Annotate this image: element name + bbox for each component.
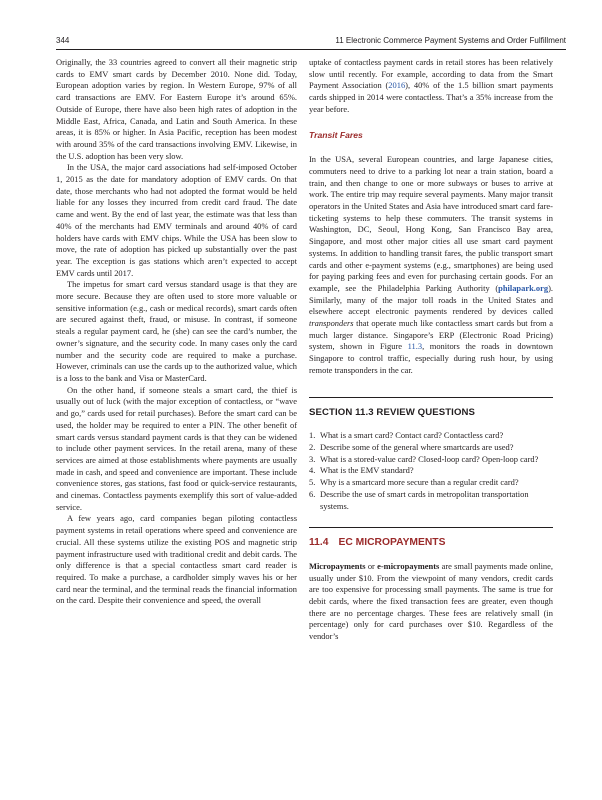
paragraph: Originally, the 33 countries agreed to convert all their magnetic strip cards to EMV smart cards by December 2010. None did. Today, European adoption varies by region. In Western Europe, 97% of all card transactions are EMV. For Eastern Europe it’s around 65%. Outside of Europe, there have also been high rates of adoption in the Middle East, Africa, Canada, and Latin and South America. In these areas, it is 85% or higher. In Asia Pacific, reception has been modest with around 35% of the card transactions involving EMV. Likewise, in the U.S. adoption has been very slow. <box>56 57 297 161</box>
philapark-link[interactable]: philapark.org <box>498 282 549 293</box>
paragraph: In the USA, the major card associations had self-imposed October 1, 2015 as the date for mandatory adoption of EMV cards. On that date, those merchants who had not adopted the format would be held liable for any losses they incurred from credit card fraud. The date came and went. By the end of last year, the estimate was that less than 40% of the merchants had EMV terminals and around 40% of card holders have cards with EMV chips. While the USA has been slow to move, the rate of adoption has picked up substantially over the past year. The exception is gas stations which aren’t expected to accept EMV cards until 2017. <box>56 162 297 278</box>
term-micropayments: Micropayments <box>309 560 366 571</box>
section-heading <box>309 537 553 549</box>
question-item <box>309 454 553 466</box>
question-number: 1. <box>309 430 316 441</box>
question-item <box>309 442 553 454</box>
review-questions-title: SECTION 11.3 REVIEW QUESTIONS <box>309 406 476 418</box>
text-run: In the USA, several European countries, and large Japanese cities, commuters need to drive to a parking lot near a train station, board a train, and then change to one or more subways or buses to arrive at work. The entire trip may require several payments. Many major transit operators in the United States and Asia have introduced smart card fare-ticketing systems to help these commuters. The transit systems in Washington, DC, Seoul, Hong Kong, San Francisco Bay area, Singapore, and most other major cities all use smart card payment systems. In addition to handling transit fares, the public transport smart cards and other e-payment systems (e.g., smartphones) are being used for paying parking fees and even for purchasing certain goods. For an example, see the Philadelphia Parking Authority ( <box>309 154 553 293</box>
left-column <box>56 57 297 607</box>
paragraph <box>309 561 553 643</box>
chapter-title: 11 Electronic Commerce Payment Systems and Order Fulfillment <box>335 36 566 45</box>
section-title: EC MICROPAYMENTS <box>338 537 446 549</box>
question-item <box>309 465 553 477</box>
text-run: or <box>365 560 378 571</box>
review-questions-box <box>309 397 553 513</box>
question-text: Why is a smartcard more secure than a regular credit card? <box>320 477 519 488</box>
question-text: Describe some of the general where smartcards are used? <box>320 441 514 452</box>
page-number: 344 <box>56 36 70 45</box>
question-text: What is the EMV standard? <box>320 465 414 476</box>
question-number: 2. <box>309 441 316 452</box>
paragraph <box>309 154 553 376</box>
question-text: Describe the use of smart cards in metropolitan transportation systems. <box>320 488 529 511</box>
review-questions-list <box>309 430 553 512</box>
paragraph: A few years ago, card companies began piloting contactless payment systems in retail operations where speed and convenience are crucial. All these systems utilize the existing POS and magnetic strip payment infrastructure used with traditional credit and debit cards. The only difference is that a special contactless smart card reader is required. To make a purchase, a cardholder simply waves his or her card near the terminal, and the terminal reads the financial information on the card. Despite their convenience and speed, the overall <box>56 513 297 606</box>
paragraph: The impetus for smart card versus standard usage is that they are more secure. Because they are often used to store more valuable or sensitive information (e.g., cash or medical records), smart cards often are secured against theft, fraud, or misuse. In contrast, if someone steals a regular payment card, he (she) can see the card’s number, the owner’s signature, and the security code. In many cases only the card number and the security code are required to make a purchase. However, criminals can use the cards up to the authorized value, which is a loss to the bank and Visa or MasterCard. <box>56 279 297 383</box>
question-text: What is a smart card? Contact card? Contactless card? <box>320 430 504 441</box>
term-e-micropayments: e-micropayments <box>377 560 440 571</box>
question-item <box>309 489 553 512</box>
text-run: that operate much like contactless smart cards but from a much larger distance. Singapore’s ERP (Electronic Road Pricing) system, shown in Figure <box>309 318 553 352</box>
paragraph <box>309 57 553 116</box>
text-run: ), 40% of the 1.5 billion smart payments cards shipped in 2014 were contactless. That’s a 35% increase from the year before. <box>309 80 553 114</box>
question-item <box>309 477 553 489</box>
section-divider <box>309 527 553 549</box>
question-text: What is a stored-value card? Closed-loop card? Open-loop card? <box>320 453 539 464</box>
citation-link[interactable]: 2016 <box>388 80 406 91</box>
question-number: 5. <box>309 477 316 488</box>
term-transponders: transponders <box>309 318 354 329</box>
running-head <box>56 36 566 50</box>
text-run: are small payments made online, usually under $10. From the viewpoint of many vendors, credit cards are too expensive for processing small payments. The same is true for debit cards, where the fixed transaction fees are greater, even though there are no percentage charges. These fees are relatively small (in percentage) only for card purchases over $10. Regardless of the vendor’s <box>309 560 554 642</box>
question-item <box>309 430 553 442</box>
text-run: ). Similarly, many of the major toll roads in the United States and elsewhere accept electronic payments rendered by devices called <box>309 282 553 317</box>
right-column <box>309 57 553 643</box>
section-number: 11.4 <box>309 537 329 549</box>
paragraph: On the other hand, if someone steals a smart card, the thief is usually out of luck (with the major exception of contactless, or “wave and go,” cards used for retail purchases). Before the smart card can be used, the holder may be required to enter a PIN. The other benefit of smart cards versus standard payment cards is that they can be widened to include other payment services. In the retail arena, many of these services are aimed at those establishments where payments are usually made in cash, and speed and convenience are important. These include convenience stores, gas stations, fast food or quick-service restaurants, and cinemas. Contactless payments exemplify this sort of value-added service. <box>56 384 297 512</box>
text-run: uptake of contactless payment cards in retail stores has been relatively slow until recently. For example, according to data from the Smart Payment Association ( <box>309 57 553 91</box>
question-number: 3. <box>309 453 316 464</box>
question-number: 6. <box>309 488 316 499</box>
subsection-heading: Transit Fares <box>309 129 363 140</box>
question-number: 4. <box>309 465 316 476</box>
header-rule <box>56 49 566 50</box>
text-run: , monitors the roads in downtown Singapore to control traffic, especially during rush hour, by using remote transponders in the car. <box>309 341 553 375</box>
figure-link[interactable]: 11.3 <box>407 341 423 352</box>
